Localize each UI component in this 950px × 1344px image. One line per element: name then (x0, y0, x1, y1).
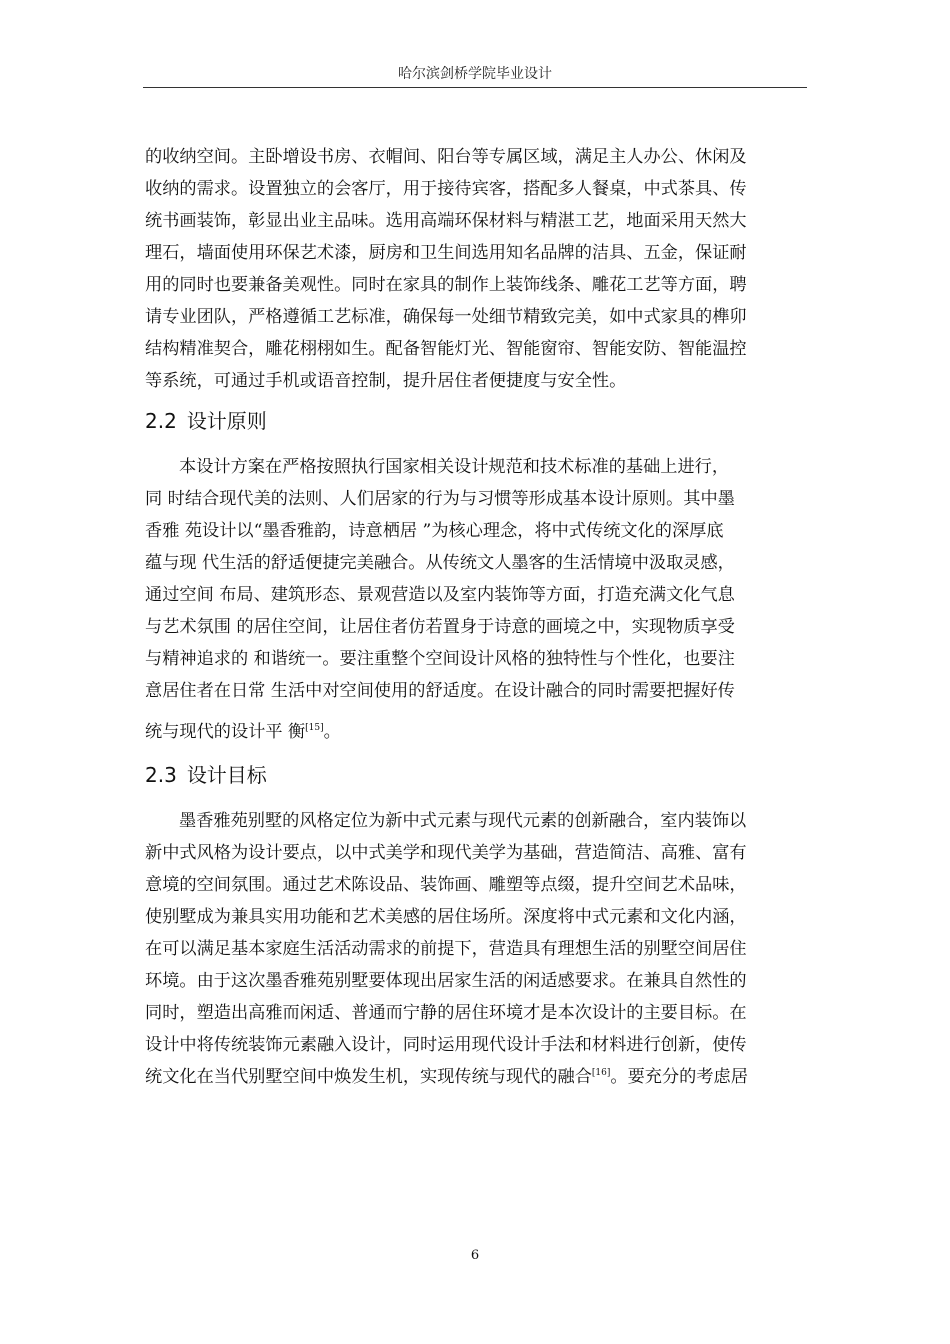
section-heading-2-3 (145, 760, 267, 790)
citation-ref: [15] (305, 723, 324, 733)
text-line: 通过空间 布局、建筑形态、景观营造以及室内装饰等方面，打造充满文化气息 (145, 585, 735, 605)
text-line: 收纳的需求。设置独立的会客厅，用于接待宾客，搭配多人餐桌，中式茶具、传 (145, 179, 747, 199)
citation-ref: [16] (591, 1068, 611, 1078)
text-line: 用的同时也要兼备美观性。同时在家具的制作上装饰线条、雕花工艺等方面，聘 (145, 275, 747, 295)
text-line: 同 时结合现代美的法则、人们居家的行为与习惯等形成基本设计原则。其中墨 (145, 489, 735, 509)
text-line-last (145, 716, 807, 748)
section-number: 2.2 (145, 409, 177, 433)
text-line: 在可以满足基本家庭生活活动需求的前提下，营造具有理想生活的别墅空间居住 (145, 939, 747, 959)
text-line: 墨香雅苑别墅的风格定位为新中式元素与现代元素的创新融合，室内装饰以 (179, 811, 747, 831)
text-line: 意居住者在日常 生活中对空间使用的舒适度。在设计融合的同时需要把握好传 (145, 681, 735, 701)
line-text: 统与现代的设计平 衡 (145, 722, 306, 742)
text-line: 使别墅成为兼具实用功能和艺术美感的居住场所。深度将中式元素和文化内涵， (145, 907, 747, 927)
line-end: 。要充分的考虑居 (610, 1067, 748, 1087)
text-line: 等系统，可通过手机或语音控制，提升居住者便捷度与安全性。 (145, 371, 627, 391)
text-line: 与艺术氛围 的居住空间，让居住者仿若置身于诗意的画境之中，实现物质享受 (145, 617, 735, 637)
text-line: 同时，塑造出高雅而闲适、普通而宁静的居住环境才是本次设计的主要目标。在 (145, 1003, 747, 1023)
line-text: 统文化在当代别墅空间中焕发生机，实现传统与现代的融合 (145, 1067, 592, 1087)
section-number: 2.3 (145, 763, 177, 787)
text-line: 设计中将传统装饰元素融入设计，同时运用现代设计手法和材料进行创新，使传 (145, 1035, 747, 1055)
text-line: 本设计方案在严格按照执行国家相关设计规范和技术标准的基础上进行， (179, 457, 730, 477)
text-line: 香雅 苑设计以“墨香雅韵，诗意栖居 ”为核心理念，将中式传统文化的深厚底 (145, 521, 724, 541)
text-line: 新中式风格为设计要点，以中式美学和现代美学为基础，营造简洁、高雅、富有 (145, 843, 747, 863)
text-line: 请专业团队，严格遵循工艺标准，确保每一处细节精致完美，如中式家具的榫卯 (145, 307, 747, 327)
text-line-last (145, 1061, 807, 1093)
text-line: 统书画装饰，彰显出业主品味。选用高端环保材料与精湛工艺，地面采用天然大 (145, 211, 747, 231)
page-number: 6 (470, 1248, 480, 1263)
text-line: 的收纳空间。主卧增设书房、衣帽间、阳台等专属区域，满足主人办公、休闲及 (145, 147, 747, 167)
text-line: 意境的空间氛围。通过艺术陈设品、装饰画、雕塑等点缀，提升空间艺术品味， (145, 875, 747, 895)
text-line: 结构精准契合，雕花栩栩如生。配备智能灯光、智能窗帘、智能安防、智能温控 (145, 339, 747, 359)
text-line: 理石，墙面使用环保艺术漆，厨房和卫生间选用知名品牌的洁具、五金，保证耐 (145, 243, 747, 263)
text-line: 蕴与现 代生活的舒适便捷完美融合。从传统文人墨客的生活情境中汲取灵感， (145, 553, 735, 573)
section-title: 设计原则 (186, 409, 267, 433)
section-title: 设计目标 (186, 763, 267, 787)
text-line: 与精神追求的 和谐统一。要注重整个空间设计风格的独特性与个性化，也要注 (145, 649, 735, 669)
page-header-title: 哈尔滨剑桥学院毕业设计 (398, 66, 552, 82)
header-rule (143, 87, 807, 88)
line-end: 。 (323, 722, 341, 742)
text-line: 环境。由于这次墨香雅苑别墅要体现出居家生活的闲适感要求。在兼具自然性的 (145, 971, 747, 991)
section-heading-2-2 (145, 406, 267, 436)
